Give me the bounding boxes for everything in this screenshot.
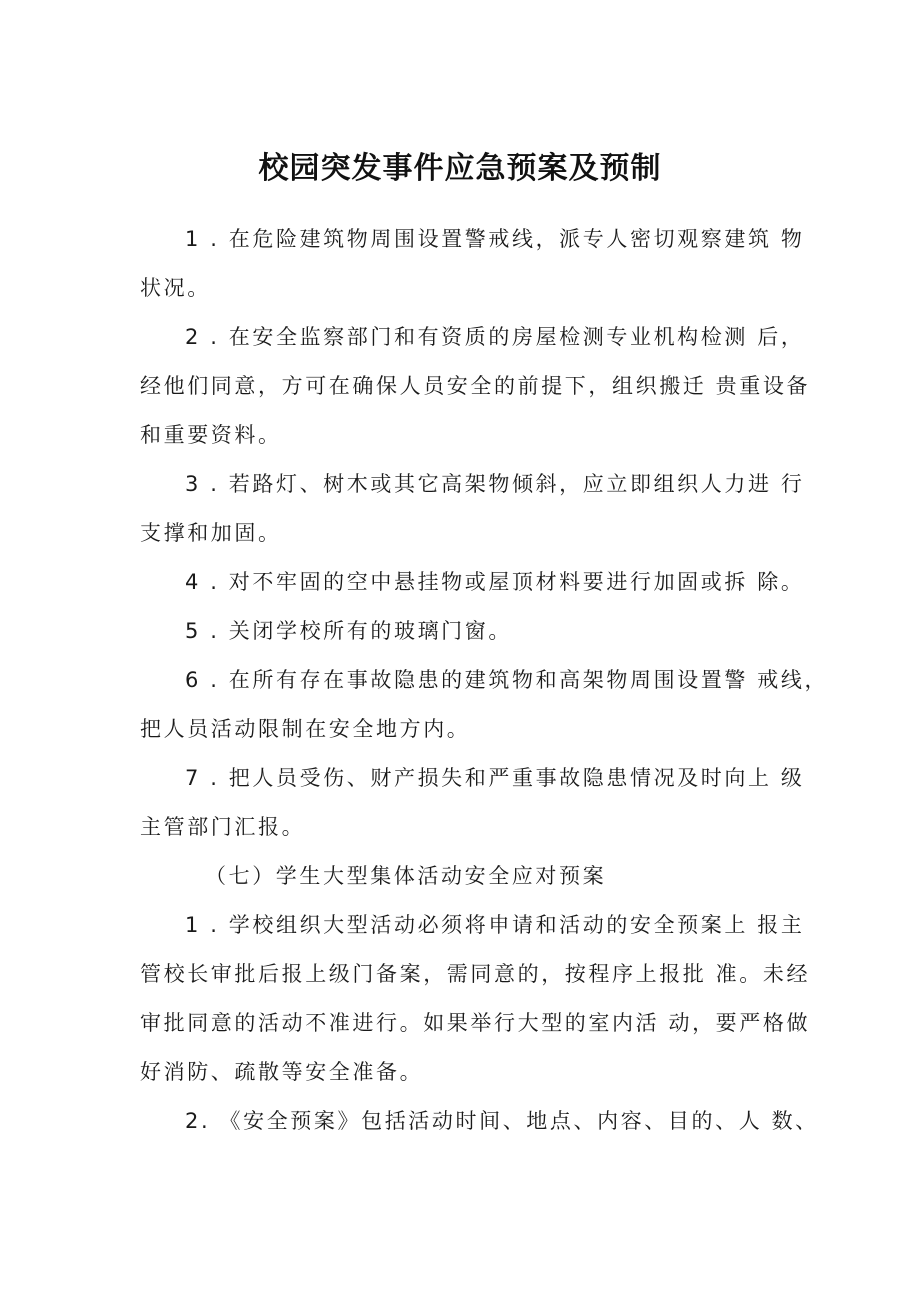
paragraph-line: 5 . 关闭学校所有的玻璃门窗。	[185, 619, 512, 643]
paragraph-line: 状况。	[140, 276, 211, 300]
paragraph-line: 1 . 在危险建筑物周围设置警戒线，派专人密切观察建筑 物	[185, 227, 805, 251]
paragraph-line: 管校长审批后报上级门备案，需同意的，按程序上报批 准。未经	[140, 962, 811, 986]
paragraph-line: 好消防、疏散等安全准备。	[140, 1060, 424, 1084]
paragraph-line: 4 . 对不牢固的空中悬挂物或屋顶材料要进行加固或拆 除。	[185, 570, 805, 594]
paragraph-line: 3 . 若路灯、树木或其它高架物倾斜，应立即组织人力进 行	[185, 472, 805, 496]
paragraph-line: 把人员活动限制在安全地方内。	[140, 717, 471, 741]
paragraph-line: 2 . 在安全监察部门和有资质的房屋检测专业机构检测 后，	[185, 325, 805, 349]
paragraph-line: 支撑和加固。	[140, 521, 282, 545]
document-title: 校园突发事件应急预案及预制	[258, 151, 662, 186]
paragraph-line: 审批同意的活动不准进行。如果举行大型的室内活 动，要严格做	[140, 1011, 811, 1035]
paragraph-line: 主管部门汇报。	[140, 815, 306, 839]
paragraph-line: 6 . 在所有存在事故隐患的建筑物和高架物周围设置警 戒线，	[185, 668, 829, 692]
paragraph-line: 2. 《安全预案》包括活动时间、地点、内容、目的、人 数、	[185, 1109, 819, 1133]
section-heading: （七）学生大型集体活动安全应对预案	[205, 864, 607, 888]
paragraph-line: 1 . 学校组织大型活动必须将申请和活动的安全预案上 报主	[185, 913, 805, 937]
paragraph-line: 7 . 把人员受伤、财产损失和严重事故隐患情况及时向上 级	[185, 766, 805, 790]
paragraph-line: 和重要资料。	[140, 423, 282, 447]
paragraph-line: 经他们同意，方可在确保人员安全的前提下，组织搬迁 贵重设备	[140, 374, 811, 398]
